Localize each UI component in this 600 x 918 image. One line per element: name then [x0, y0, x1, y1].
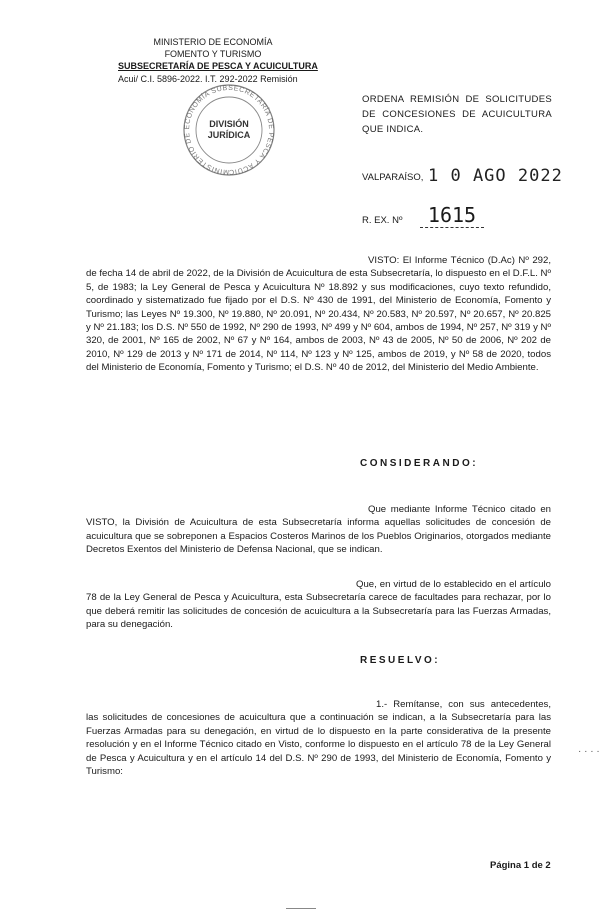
seal-stamp-icon	[170, 82, 288, 178]
seal-ring-text: MINISTERIO DE ECONOMÍA SUBSECRETARÍA DE PESCA Y ACUIC	[183, 84, 275, 176]
ministry-name: MINISTERIO DE ECONOMÍA	[153, 37, 273, 47]
division-seal	[170, 82, 288, 178]
considerando-paragraph-1: Que mediante Informe Técnico citado en VISTO, la División de Acuicultura de esta Subsecretaría informa aquellas solicitudes de concesión de acuicultura que se sobreponen a Espacios Costeros Marinos de los Pueblos Originarios, otorgados mediante Decretos Exentos del Ministerio de Defensa Nacional, que se indican.	[86, 504, 551, 556]
visto-paragraph: VISTO: El Informe Técnico (D.Ac) Nº 292, de fecha 14 de abril de 2022, de la División de Acuicultura de esta Subsecretaría, lo dispuesto en el D.F.L. Nº 5, de 1983; la Ley General de Pesca y Acuicultura Nº 18.892 y sus modificaciones, cuyo texto refundido, coordinado y sistematizado fue fijado por el D.S. Nº 430 de 1991, del Ministerio de Economía, Fomento y Turismo; las Leyes Nº 19.300, Nº 19.880, Nº 20.091, Nº 20.434, Nº 20.583, Nº 20.597, Nº 20.657, Nº 20.825 y Nº 21.183; los D.S. Nº 550 de 1992, Nº 290 de 1993, Nº 499 y Nº 604, ambos de 1994, Nº 257, Nº 319 y Nº 320, de 2001, Nº 165 de 2002, Nº 67 y Nº 164, ambos de 2003, Nº 43 de 2005, Nº 50 de 2006, Nº 202 de 2010, Nº 129 de 2013 y Nº 171 de 2014, Nº 114, Nº 123 y Nº 125, ambos de 2019, y Nº 58 de 2020, todos del Ministerio de Economía, Fomento y Turismo; el D.S. Nº 40 de 2012, del Ministerio del Medio Ambiente.	[86, 255, 551, 374]
page-number: Página 1 de 2	[490, 860, 551, 871]
margin-dots: · · · ·	[578, 746, 600, 757]
place-label: VALPARAÍSO,	[362, 172, 424, 183]
seal-center-line2: JURÍDICA	[207, 130, 251, 140]
footer-rule	[286, 908, 316, 909]
resuelvo-heading: RESUELVO:	[360, 655, 441, 666]
seal-center-line1: DIVISIÓN	[209, 119, 249, 129]
considerando-paragraph-2: Que, en virtud de lo establecido en el artículo 78 de la Ley General de Pesca y Acuicultura, esta Subsecretaría carece de facultades para rechazar, por lo que deberá remitir las solicitudes de concesión de acuicultura a la Subsecretaría para las Fuerzas Armadas, para su denegación.	[86, 579, 551, 631]
undersecretariat-name: SUBSECRETARÍA DE PESCA Y ACUICULTURA	[118, 61, 318, 71]
letterhead	[118, 36, 318, 85]
stamped-date: 1 0 AGO 2022	[428, 166, 563, 186]
resuelvo-paragraph-1: 1.- Remítanse, con sus antecedentes, las solicitudes de concesiones de acuicultura que a continuación se indican, a la Subsecretaría para las Fuerzas Armadas para su denegación, en virtud de lo dispuesto en la parte considerativa de la presente resolución y en el Informe Técnico citado en Visto, conforme lo dispuesto en el artículo 78 de la Ley General de Pesca y Acuicultura y en el artículo 14 del D.S. Nº 290 de 1993, del Ministerio de Economía, Fomento y Turismo:	[86, 699, 551, 778]
resolution-number: 1615	[420, 203, 484, 228]
reference-line: Acui/ C.I. 5896-2022. I.T. 292-2022 Remisión	[118, 74, 298, 84]
resolution-label: R. EX. Nº	[362, 215, 403, 226]
considerando-heading: CONSIDERANDO:	[360, 458, 479, 469]
document-title: ORDENA REMISIÓN DE SOLICITUDES DE CONCESIONES DE ACUICULTURA QUE INDICA.	[362, 94, 552, 135]
ministry-subname: FOMENTO Y TURISMO	[164, 49, 262, 59]
